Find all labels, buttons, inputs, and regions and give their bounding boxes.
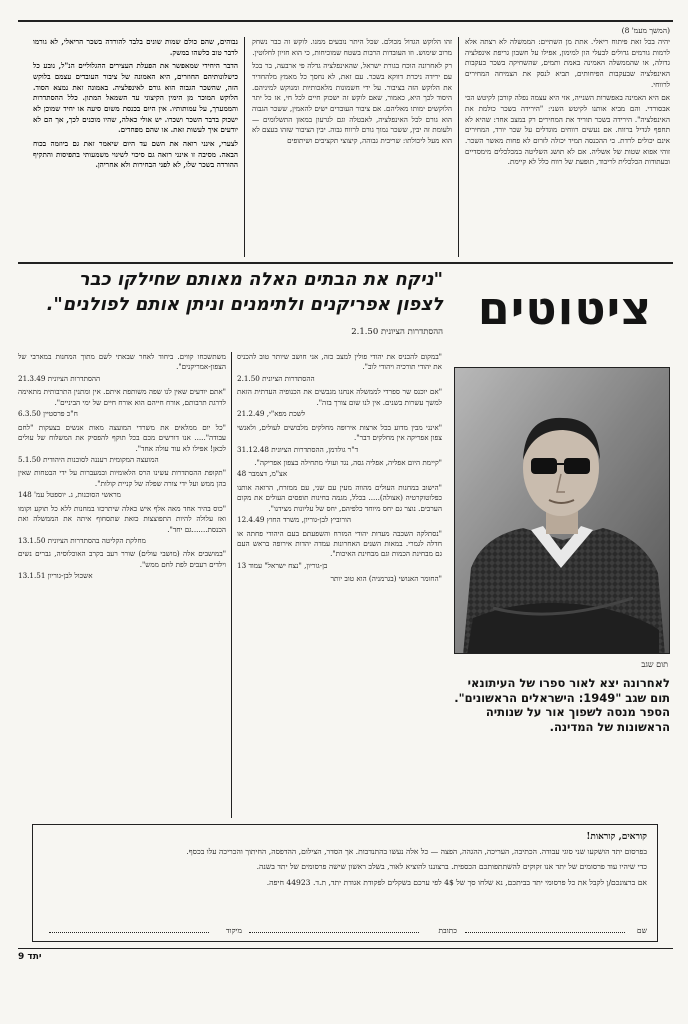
headline-line-2: לצפון אפריקנים ולתימנים וניתן אותם לפולנים". [46, 294, 443, 315]
column-divider [244, 37, 245, 257]
quote: "במושבים אלה (מושבי עולים) שורר רעב בקרב האוכלוסיה, גברים נשים וילדים רעבים לפת לחם ממש". אשכול לבן-גוריון 13.1.51 [18, 549, 226, 581]
paragraph: הדבר היחידי שמאפשר את הפעלת העצירים ההגלוליים הנ"ל, נובע כל כישלונותיהם החוזרים, היא האמונה של ציבור העובדים עצמם בלוקש הזה, שהשכר הגבוה הוא גורם לאינפלציה. באמונה זאת נמצא הסוד. הלוקש המוכר מן הימין הקיצוני עד השמאל המתון. כלל ההסתדרות והממערך, על עמותותיו. אין היום בכנסת משום סיעה או יחיד שמוכן לא ישכוק בדבר השכר ושכרו. יש אולי כאלה, שהיו מוכנים לכך, אך הם לא יודעים איך לעשות זאת. או שהם מפחדים. [33, 61, 238, 135]
publication-name: יתד [27, 952, 42, 962]
address-label: כתובת [438, 926, 457, 935]
top-column-middle [252, 37, 452, 259]
quote: "כוס בהיר אחד מאה אלף איש כאלה שיתרכזו במחנות ללא כל תוקע וקומו ואז עלולה להיות התפוצצות כזאת שתסחוף איתה את הממשלה ואת הכנסת.......גם יחד". מחלקת הקליטה בהסתדרות הציונית 13.1.50 [18, 503, 226, 545]
portrait-photo [454, 367, 670, 654]
name-label: שם [636, 926, 647, 935]
paragraph: נבוהים, שהם כולם שמות שונים בלבד להורדה בשכר הריאלי, לא גורמו לדבר טוב כלשהו במשק. [33, 37, 238, 57]
quotes-column-right [237, 352, 442, 822]
paragraph: לצערי, אינני רואה את השם עד היום שיאמר זאת גם ביוזמה בכוח הבאה. מסיבה זו אינני רואה גם סיכוי לשינוי משמעותי בתפיסות והתקיף ההורדה בשכר שלו, לא לפני הבחירות ולא אחריהן. [33, 138, 238, 170]
subscription-paragraph: כדי שיהיו עוד פרסומים של יתד אנו זקוקים להשתתפותכם הכספית. ברצוננו להוציא לאור, בשלב ראשון שישה פרסומים של יתד בשנה. [256, 862, 647, 872]
zip-label: מיקוד [225, 926, 242, 935]
quote: "קיימת היום אפליה, אפליה גסה, נגד ועולי מתחילה בצפון אפריקה". אצ"מ, דצמבר 48 [237, 457, 442, 479]
subscription-title: קוראים, קוראות! [586, 832, 647, 842]
headline-attribution: ההסתדרות הציונית 2.1.50 [351, 327, 443, 337]
footer-publication [18, 952, 42, 962]
address-field[interactable] [249, 924, 419, 933]
top-column-right [465, 37, 670, 259]
page-number: 9 [18, 952, 25, 962]
paragraph: אם היא האמינה באפשרות השנייה, אזי היא עצמה נפלה קורבן לקיטש הכי אבסורדי. והם מביא אותנו לקיטש השני: "הירידה בשכר כולמת את האינפלציה". הירידה בשכר תוריד את המחירים רק במצב אחד: שהיא לא תחפף לגדיל ברווח. אם נעשים רווחים מוגדלים על שכר יורד, המחירים אינם יכולים לרדת. כי ההכנסה תמיד יכולה לזרום לא פחות מאשר השכר. זוהי אפוא שטות של אשליה. אם לא תושג השליטה במכלכלים מימסדיים ובעתודות הכלכלית לריבוד, תופעת של רווח כלל לא קיימת. [465, 93, 670, 167]
zip-field[interactable] [49, 924, 209, 933]
quote: "אם יוכנס שר ספרדי לממשלה אנחנו מגבשים את הכנופיה העדתית הזאת למשך עשרות בשנים. אין לנו שום צורך בזה". לשכת מפא"י, 21.2.49 [237, 387, 442, 419]
book-announcement: לאחרונה יצא לאור ספרו של העיתונאי תום שגב "1949: הישראלים הראשונים". הספר מנסה לשפוך אור על שנותיה הראשונות של המדינה. [454, 676, 670, 735]
section-title: ציטוטים [477, 281, 653, 335]
quotes-column-left [18, 352, 226, 822]
section-rule [18, 262, 673, 264]
paragraph: יהיה בכל זאת פיתוח ריאלי. אתת מן השתיים: הממשלה לא רצתה אלא לרמות גורמים גדולים לבעלי הון למימון, אפילו על חשבון גריפת אינפלציה גדולה, או שהממשלה האמינה באמת ותמים, שהשחיקה בשכר בעקבות האינפלציה שבעקבות הפיחותים, תביא לנסק את הצמיחה המחירים לרווחי. [465, 37, 670, 89]
subscription-paragraph: בפרסום יתד הושקעו שני סוגי עבודה. הכתיבה, העריכה, ההגהה, הפצה — כל אלה נעשו בהתנדבות. אך הסדר, הצילום, ההדפסה, החיתוך והכריכה עלו בכסף. [186, 847, 647, 856]
top-rule [18, 20, 673, 22]
quote: "אינני מבין מדוע בכל ארצות אירופה מחלקים מלבושים לעולים, ולאנשי צפון אפריקה אין מחלקים דבר". ד"ר גולדמן, ההסתדרות הציונית 31.12.48 [237, 422, 442, 454]
footer-rule [18, 948, 673, 949]
subscription-paragraph: אם ברצונכם/ן לקבל את כל פרסומי יתד בביתכם, נא שלחו סך של 4$ לפי ערכם בשקלים לפקודת אגודת יתד, ת.ד. 44923 חיפה. [266, 877, 647, 887]
paragraph: רק לאחרונה הוכח בגורת ישראל, שהאינפלציה גדלה פי ארבעה, בר בכל עם ירידה ניכרת דווקא בשכר. עם זאת, לא נחסך כל מאמץ מלהחדיר את הלוקש הזה בציבור. על ידי חשמונות מלאכותיות ומנוקש למיניהם. היסוד לכך היא, כאמור, שאם לוקש זה ישכוק חיים לכל חי, אז כל יתר הלוקשים ימותו מאליהם. אם ציבור העובדים ישים להאמין, ששכר הגבוה הוא גורם לכל האינפלציה, לאבטלה וגם לגרעון במאזן התשלומים — ולעומת זה יבין, ששכר נמוך גורם לרווח גבוה. יבין הציבור שזהו בעצם לא הוא מעל ליכולתו: שריבית גבוהה, קיצוצי תקציבים ושיתופים [252, 61, 452, 145]
paragraph: זהו הלוקש הגדול מכולם. שכל היתר נובעים ממנו. לוקש זה כבר נשחק מרוב שימוש. וזו העובדות הרבות בשטח שמוכיחות, כי הוא חזיון לחלוטין. [252, 37, 452, 57]
name-field[interactable] [465, 924, 625, 933]
photo-caption: תום שגב [641, 660, 668, 669]
column-divider [231, 352, 232, 818]
continued-label: (המשך מעמ' 8) [621, 26, 670, 35]
quote: משתשכחו קווים. ביחוד לאחר שבאתי לשם מתוך המחנות במארבי של הצפון-אמריקנים". ההסתדרות הציונית 21.3.49 [18, 352, 226, 383]
quote: "אתם יודעים שאין לנו שפה משותפת איתם. אין ומתנין התרבותית מתאימה לדרגת תרבותם, אורח חייהם הוא אורח חיים של ימי הביניים". ח"כ פרסטיין 6.3.50 [18, 387, 226, 419]
quote: "כל יום ממלאים את משרדי המועצה מאות אנשים בצעקות "לחם עבודה"..... אנו דורשים מכם בכל תוקף להפסיק את המשלוח של עולים לכאן! אפילו לא עוד עולה אחד". המועצה המקומית רעננה לסוכנות היהודית 5.1.50 [18, 422, 226, 464]
quote: "במקום להכניס את יהודי פולין למצב כזה, אני חושב שיותר טוב להכניס את יהודי תורכיה ויהודי לוב". ההסתדרות הציונית 2.1.50 [237, 352, 442, 383]
column-divider [458, 37, 459, 257]
subscription-box [32, 824, 658, 942]
quote: "החומר האנושי (בגרמניה) הוא טוב יותר [330, 574, 442, 584]
quote: "הישוב במחנות העולים מהווה מעין עם שני, עם ממזרח, הרואה אותנו כפלוטוקרטיה (אצולה)..... בכלל, מגמה בחינות תופסים העולים את מקום הערבים. נוצר גם יחס מיוחד כלפיהם, יחס של עליונות מצידנו". הורוביץ לבן-גוריון, משרד החוץ 12.4.49 [237, 482, 442, 525]
top-column-left [33, 37, 238, 255]
headline-line-1: "ניקח את הבתים האלה מאותם שחילקו כבר [78, 269, 443, 290]
portrait-illustration [454, 368, 669, 654]
quote: "תקופת ההסתדרות עשינו הרס הלאומיות ובמעברות על ידי הבטחות שאין בהן ממש ועל ידי צורה שפלה של קניית קולות". מראשי הסוכנות, ג. יוספטל עמ' 148 [18, 468, 226, 500]
quote: "נסתלקה השכבה מעדות יהודי המזרח והשפעתם בעם היהודי פחתה או חדלה לגמרי. במאות השנים האחרונות עמדה יהדות אירופה בראש העם גם מבחינת הכמות וגם מבחינת האיכות". בן-גוריון, "נצח ישראל" עמוד 13 [237, 528, 442, 570]
subscription-form [43, 921, 647, 935]
